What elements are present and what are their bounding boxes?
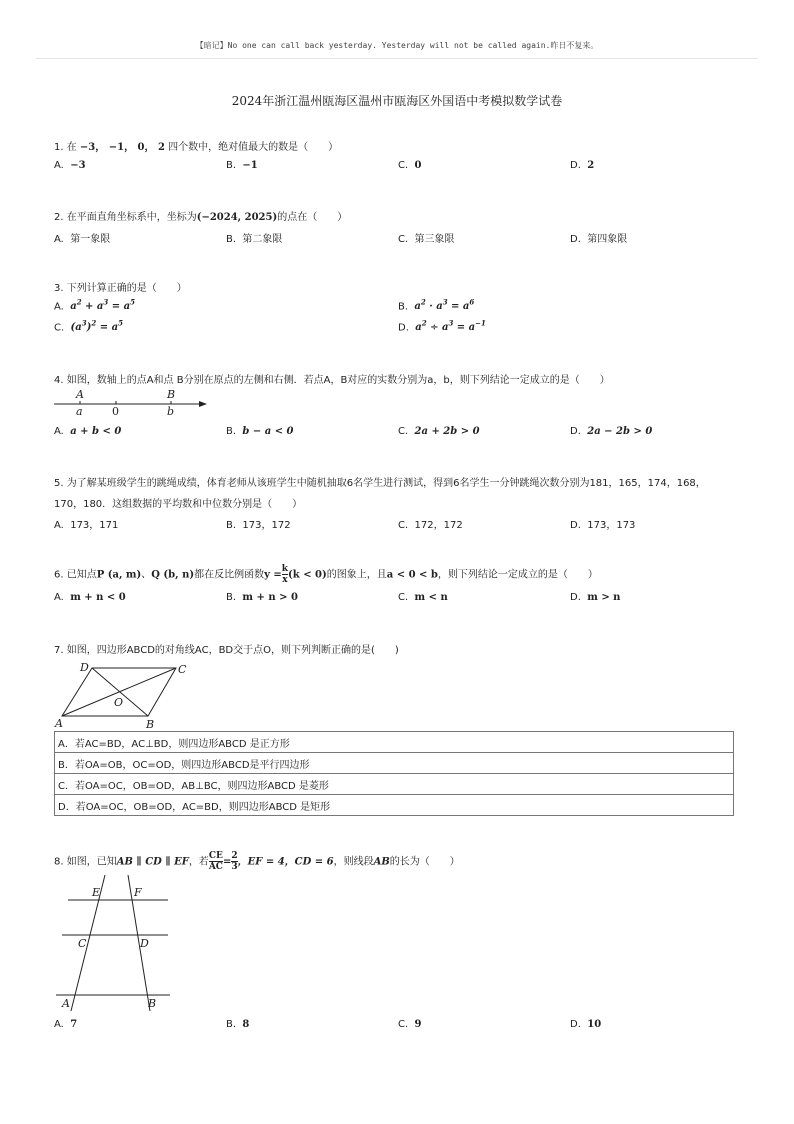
label-c: C [178, 663, 187, 676]
question-7-stem: 7. 如图，四边形ABCD的对角线AC，BD交于点O，则下列判断正确的是( ) [54, 645, 399, 656]
label-origin: 0 [112, 405, 119, 418]
q5-option-d[interactable]: D. 173，173 [570, 520, 636, 531]
page-title: 2024年浙江温州瓯海区温州市瓯海区外国语中考模拟数学试卷 [231, 94, 563, 108]
q6-option-d[interactable]: D. m > n [570, 592, 621, 603]
q4-option-b[interactable]: B. b − a < 0 [226, 426, 294, 437]
q8-fraction-two-thirds: $\frac{2}{3}$ [231, 851, 238, 872]
q8-fraction-ce-over-ac: $\frac{CE}{AC}$ [208, 851, 223, 872]
q7-option-d[interactable]: D．若OA=OC，OB=OD，AC=BD，则四边形ABCD 是矩形 [55, 795, 734, 816]
label-value-a: a [76, 405, 83, 418]
label-b: B [148, 997, 157, 1010]
q8-option-a[interactable]: A. 7 [54, 1019, 78, 1030]
q8-option-d[interactable]: D. 10 [570, 1019, 602, 1030]
q3-option-b[interactable]: B. $a^2 \cdot a^3 = a^6$ [398, 298, 475, 313]
q7-option-b[interactable]: B．若OA=OB，OC=OD，则四边形ABCD是平行四边形 [55, 753, 734, 774]
q2-coordinate: (−2024, 2025) [196, 212, 278, 223]
label-b: B [146, 718, 155, 730]
q6-option-a[interactable]: A. m + n < 0 [54, 592, 126, 603]
q1-option-b[interactable]: B. −1 [226, 160, 258, 171]
question-5-stem-line-2: 170，180．这组数据的平均数和中位数分别是（ ） [54, 499, 303, 510]
q6-option-b[interactable]: B. m + n > 0 [226, 592, 298, 603]
q4-option-c[interactable]: C. 2a + 2b > 0 [398, 426, 480, 437]
q7-options-table [54, 731, 734, 816]
label-a: A [55, 717, 63, 730]
label-value-b: b [167, 405, 175, 418]
q2-stem-post: 的点在（ ） [277, 212, 348, 223]
q8-option-c[interactable]: C. 9 [398, 1019, 422, 1030]
label-point-a: A [76, 388, 84, 401]
q7-quadrilateral-figure [52, 658, 192, 730]
label-f: F [134, 886, 142, 899]
label-d: D [80, 661, 89, 674]
number-line-arrow [199, 401, 207, 407]
q6-point-p: P (a, m) [96, 569, 142, 581]
q5-option-b[interactable]: B. 173，172 [226, 520, 291, 531]
q4-option-a[interactable]: A. a + b < 0 [54, 426, 122, 437]
question-4-stem: 4. 如图，数轴上的点A和点 B分别在原点的左侧和右侧．若点A，B对应的实数分别为a，b，则下列结论一定成立的是（ ） [54, 375, 610, 386]
q2-option-d[interactable]: D. 第四象限 [570, 234, 628, 245]
q3-option-a[interactable]: A. $a^2 + a^3 = a^5$ [54, 298, 135, 313]
q3-option-d[interactable]: D. $a^2 \div a^3 = a^{-1}$ [398, 319, 486, 334]
q7-option-a[interactable]: A．若AC=BD，AC⊥BD，则四边形ABCD 是正方形 [55, 732, 734, 753]
question-1-stem [54, 138, 338, 153]
label-d: D [140, 937, 149, 950]
question-2-stem [54, 208, 347, 223]
question-8-stem: 8. 如图，已知AB ∥ CD ∥ EF，若 $\frac{CE}{AC}$ = $\frac{2}{3}$ ，EF = 4，CD = 6，则线段AB的长为（ ） [54, 851, 460, 872]
q3-option-c[interactable]: C. $(a^3)^2 = a^5$ [54, 319, 123, 334]
q4-number-line-figure [52, 386, 212, 418]
label-o: O [114, 696, 124, 709]
question-5-stem-line-1: 5. 为了解某班级学生的跳绳成绩，体育老师从该班学生中随机抽取6名学生进行测试，得到6名学生一分钟跳绳次数分别为181，165，174，168， [54, 478, 706, 489]
q1-option-a[interactable]: A. −3 [54, 160, 86, 171]
q8-parallel-lines: AB ∥ CD ∥ EF [116, 856, 189, 868]
q6-option-c[interactable]: C. m < n [398, 592, 448, 603]
label-c: C [78, 937, 87, 950]
label-a: A [62, 997, 70, 1010]
q2-option-a[interactable]: A. 第一象限 [54, 234, 111, 245]
q8-option-b[interactable]: B. 8 [226, 1019, 250, 1030]
q5-option-a[interactable]: A. 173，171 [54, 520, 119, 531]
q1-option-d[interactable]: D. 2 [570, 160, 595, 171]
q1-stem-numbers: −3， −1， 0， 2 [79, 142, 165, 153]
q6-fraction-k-over-x: $\frac{k}{x}$ [281, 564, 289, 585]
q8-given-values: ，EF = 4，CD = 6 [237, 856, 334, 868]
q2-option-c[interactable]: C. 第三象限 [398, 234, 455, 245]
label-e: E [92, 886, 101, 899]
header-divider [36, 58, 758, 59]
q2-stem-pre: 2. 在平面直角坐标系中，坐标为 [54, 212, 197, 223]
q6-condition: a < 0 < b [386, 569, 438, 581]
q4-option-d[interactable]: D. 2a − 2b > 0 [570, 426, 653, 437]
q1-option-c[interactable]: C. 0 [398, 160, 422, 171]
q6-point-q: Q (b, n) [151, 569, 195, 581]
label-point-b: B [167, 388, 176, 401]
question-6-stem: 6. 已知点P (a, m)、Q (b, n)都在反比例函数y = $\frac{k}{x}$ (k < 0)的图象上，且a < 0 < b，则下列结论一定成立的是（ ） [54, 564, 598, 585]
motto-note: 【暗记】No one can call back yesterday. Yesterday will not be called again.昨日不复来。 [195, 41, 599, 50]
q8-parallel-lines-figure [52, 873, 182, 1015]
q8-segment-ab: AB [373, 856, 390, 868]
q5-option-c[interactable]: C. 172，172 [398, 520, 463, 531]
q7-option-c[interactable]: C．若OA=OC，OB=OD，AB⊥BC，则四边形ABCD 是菱形 [55, 774, 734, 795]
q1-stem-pre: 1. 在 [54, 142, 77, 153]
q1-stem-post: 四个数中，绝对值最大的数是（ ） [168, 142, 339, 153]
q2-option-b[interactable]: B. 第二象限 [226, 234, 283, 245]
question-3-stem: 3. 下列计算正确的是（ ） [54, 283, 187, 294]
